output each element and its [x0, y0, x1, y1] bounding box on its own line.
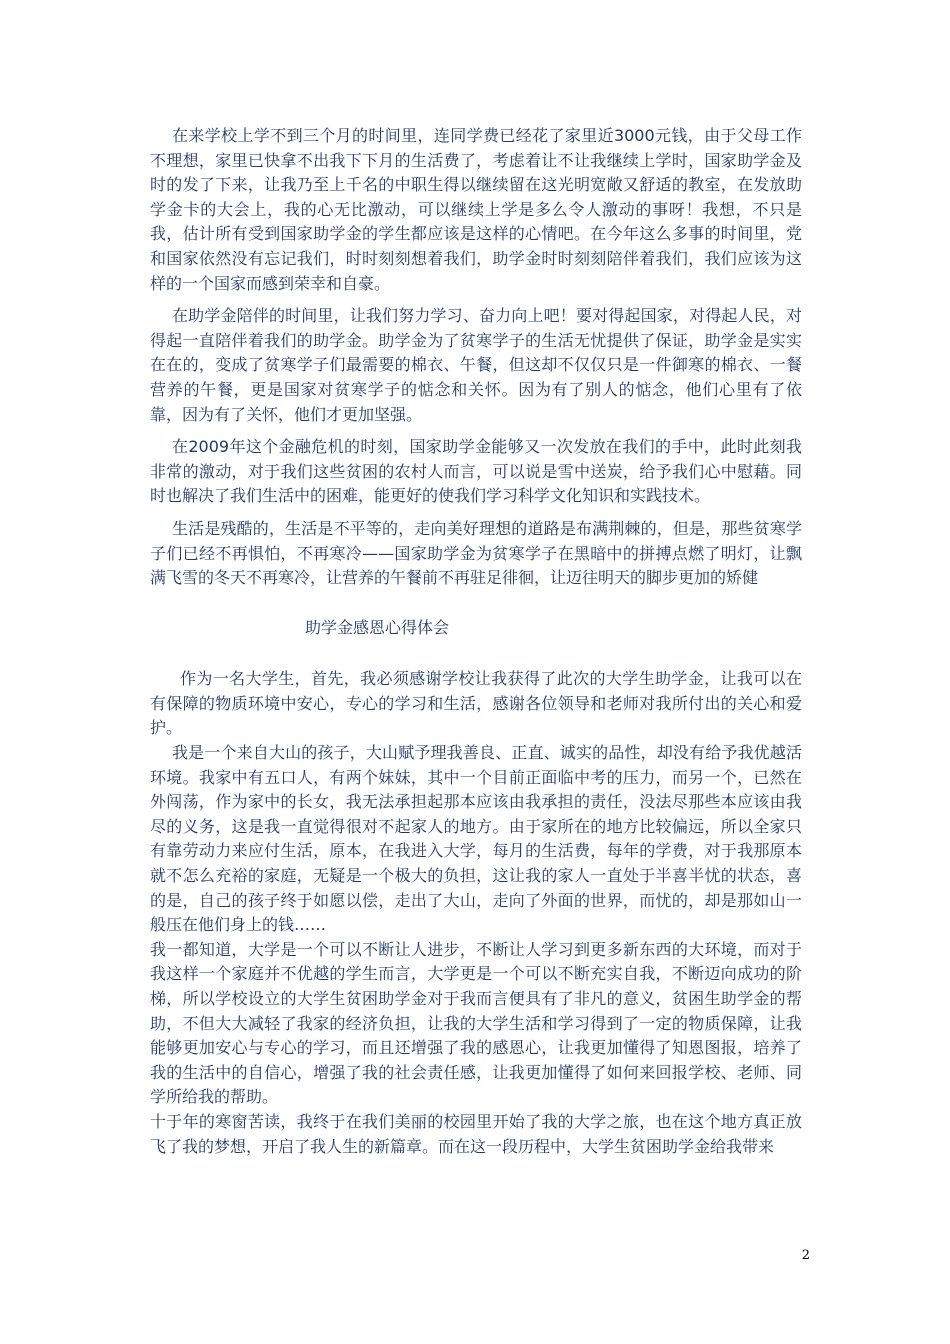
body-paragraph: 在2009年这个金融危机的时刻，国家助学金能够又一次发放在我们的手中，此时此刻我非常的激动，对于我们这些贫困的农村人而言，可以说是雪中送炭，给予我们心中慰藉。同时也解决了我们生活中的困难，能更好的使我们学习科学文化知识和实践技术。 [150, 437, 802, 506]
document-body [150, 124, 802, 1159]
section-title: 助学金感恩心得体会 [305, 617, 450, 637]
body-paragraph: 作为一名大学生，首先，我必须感谢学校让我获得了此次的大学生助学金，让我可以在有保障的物质环境中安心，专心的学习和生活，感谢各位领导和老师对我所付出的关心和爱护。 [150, 669, 802, 738]
body-paragraph: 我一都知道，大学是一个可以不断让人进步，不断让人学习到更多新东西的大环境，而对于我这样一个家庭并不优越的学生而言，大学更是一个可以不断充实自我，不断迈向成功的阶梯，所以学校设立的大学生贫困助学金对于我而言便具有了非凡的意义，贫困生助学金的帮助，不但大大减轻了我家的经济负担，让我的大学生活和学习得到了一定的物质保障，让我能够更加安心与专心的学习，而且还增强了我的感恩心，让我更加懂得了知恩图报，培养了我的生活中的自信心，增强了我的社会责任感，让我更加懂得了如何来回报学校、老师、同学所给我的帮助。 [150, 939, 802, 1107]
body-paragraph: 我是一个来自大山的孩子，大山赋予理我善良、正直、诚实的品性，却没有给予我优越活环境。我家中有五口人，有两个妹妹，其中一个目前正面临中考的压力，而另一个，已然在外闯荡，作为家中的长女，我无法承担起那本应该由我承担的责任，没法尽那些本应该由我尽的义务，这是我一直觉得很对不起家人的地方。由于家所在的地方比较偏远，所以全家只有靠劳动力来应付生活，原本，在我进入大学，每月的生活费，每年的学费，对于我那原本就不怎么充裕的家庭，无疑是一个极大的负担，这让我的家人一直处于半喜半忧的状态，喜的是，自己的孩子终于如愿以偿，走出了大山，走向了外面的世界，而忧的，却是那如山一般压在他们身上的钱…… [150, 743, 802, 935]
body-paragraph: 十于年的寒窗苦读，我终于在我们美丽的校园里开始了我的大学之旅，也在这个地方真正放飞了我的梦想，开启了我人生的新篇章。而在这一段历程中，大学生贫困助学金给我带来 [150, 1111, 802, 1156]
body-paragraph: 生活是残酷的，生活是不平等的，走向美好理想的道路是布满荆棘的，但是，那些贫寒学子们已经不再惧怕，不再寒冷——国家助学金为贫寒学子在黑暗中的拼搏点燃了明灯，让飘满飞雪的冬天不再寒冷，让营养的午餐前不再驻足徘徊，让迈往明天的脚步更加的矫健 [150, 518, 802, 588]
page-number: 2 [801, 1248, 810, 1263]
body-paragraph: 在助学金陪伴的时间里，让我们努力学习、奋力向上吧！要对得起国家，对得起人民，对得起一直陪伴着我们的助学金。助学金为了贫寒学子的生活无忧提供了保证，助学金是实实在在的，变成了贫寒学子们最需要的棉衣、午餐，但这却不仅仅只是一件御寒的棉衣、一餐营养的午餐，更是国家对贫寒学子的惦念和关怀。因为有了别人的惦念，他们心里有了依靠，因为有了关怀，他们才更加坚强。 [150, 306, 802, 424]
body-paragraph: 在来学校上学不到三个月的时间里，连同学费已经花了家里近3000元钱，由于父母工作不理想，家里已快拿不出我下下月的生活费了，考虑着让不让我继续上学时，国家助学金及时的发了下来，让我乃至上千名的中职生得以继续留在这光明宽敞又舒适的教室，在发放助学金卡的大会上，我的心无比激动，可以继续上学是多么令人激动的事呀！我想，不只是我，估计所有受到国家助学金的学生都应该是这样的心情吧。在今年这么多事的时间里，党和国家依然没有忘记我们，时时刻刻想着我们，助学金时时刻刻陪伴着我们，我们应该为这样的一个国家而感到荣幸和自豪。 [150, 126, 802, 293]
